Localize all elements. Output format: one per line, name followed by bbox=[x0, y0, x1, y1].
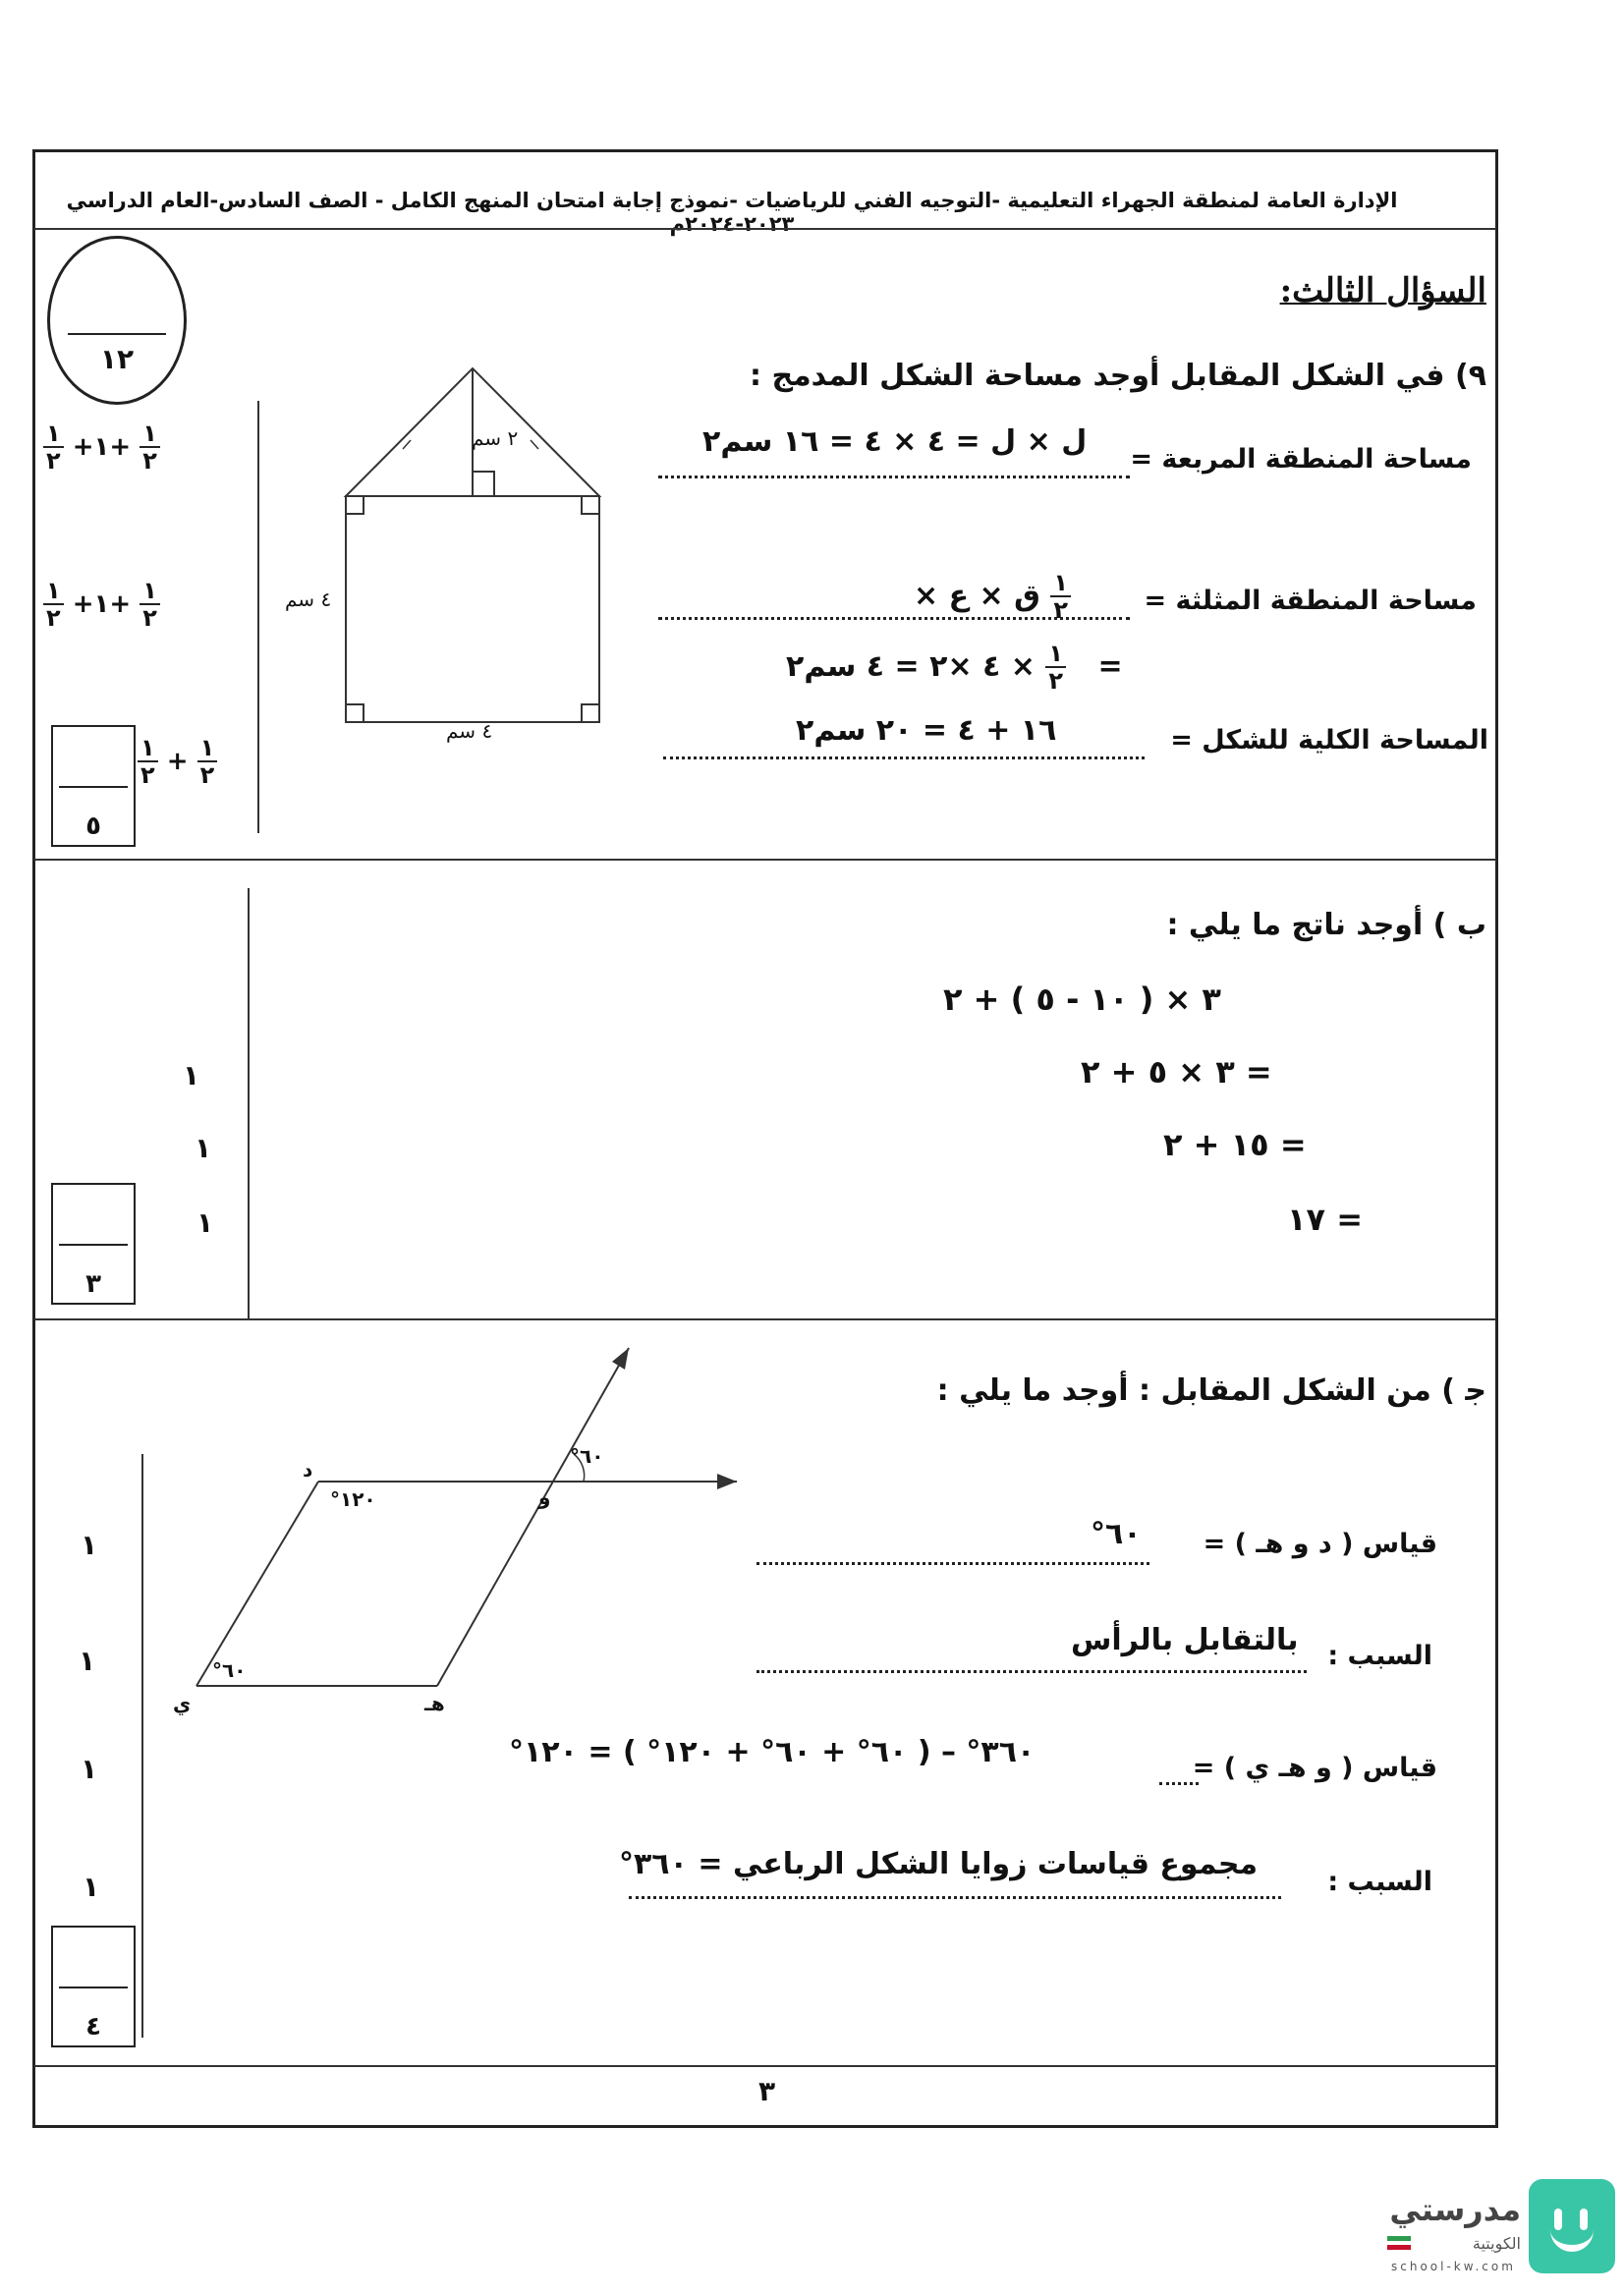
reason-1-label: السبب : bbox=[1327, 1641, 1432, 1671]
part-c-prompt: ﺟ ) من الشكل المقابل : أوجد ما يلي : bbox=[936, 1373, 1486, 1408]
part-b-expression: ٣ × ( ١٠ - ٥ ) + ٢ bbox=[943, 980, 1221, 1018]
oval-line bbox=[68, 333, 166, 335]
arrow-head-right bbox=[717, 1474, 737, 1489]
triangle-area-step2: × ٤ ×٢ = ٤ سم٢ $\frac{١}{٢}$ = bbox=[786, 640, 1123, 696]
corner-mark bbox=[582, 496, 599, 514]
parallelogram-figure bbox=[177, 1336, 747, 1709]
triangle-area-answer: × ق × ع $\frac{١}{٢}$ bbox=[914, 570, 1071, 624]
part-c-mark-4: ١ bbox=[83, 1871, 100, 1903]
part-b-mark-3: ١ bbox=[196, 1206, 214, 1239]
fraction-half: $\frac{١}{٢}$ bbox=[43, 420, 64, 475]
corner-mark bbox=[346, 704, 364, 722]
answer-dots bbox=[663, 756, 1145, 759]
tick-mark bbox=[531, 440, 538, 449]
exam-header: الإدارة العامة لمنطقة الجهراء التعليمية -التوجيه الفني للرياضيات -نموذج إجابة امتحان المنهج الكامل - الصف السادس-العام الدراسي ٢٠٢٣-٢٠٢٤م bbox=[66, 189, 1398, 236]
logo-sub: الكويتية bbox=[1472, 2234, 1521, 2253]
answer-dots bbox=[756, 1670, 1307, 1673]
square-area-answer: ل × ل = ٤ × ٤ = ١٦ سم٢ bbox=[702, 424, 1088, 459]
footer-divider bbox=[34, 2065, 1496, 2067]
page-number: ٣ bbox=[758, 2075, 776, 2107]
part-a-score: ٥ bbox=[85, 812, 101, 841]
angle-top-label: ٦٠° bbox=[570, 1444, 604, 1468]
angle-2-answer: ٣٦٠° – ( ٦٠° + ٦٠° + ١٢٠° ) = ١٢٠° bbox=[509, 1735, 1036, 1769]
vertex-h-label: هـ bbox=[424, 1692, 445, 1715]
part-a-prompt: ٩) في الشكل المقابل أوجد مساحة الشكل المدمج : bbox=[750, 359, 1486, 393]
transversal-line bbox=[437, 1348, 629, 1686]
header-divider bbox=[34, 228, 1496, 230]
fraction-half: $\frac{١}{٢}$ bbox=[1045, 641, 1066, 695]
fraction-half: $\frac{١}{٢}$ bbox=[138, 735, 158, 789]
part-c-mark-3: ١ bbox=[81, 1753, 98, 1785]
fraction-half: $\frac{١}{٢}$ bbox=[197, 735, 218, 789]
reason-2-answer: مجموع قياسات زوايا الشكل الرباعي = ٣٦٠° bbox=[619, 1847, 1259, 1881]
part-a-divider bbox=[34, 859, 1496, 861]
question-title: السؤال الثالث: bbox=[1279, 271, 1486, 310]
madrasati-logo bbox=[1383, 2179, 1615, 2289]
fraction-half: $\frac{١}{٢}$ bbox=[1050, 570, 1071, 624]
part-b-step-3: = ١٧ bbox=[1287, 1201, 1364, 1238]
answer-dots bbox=[658, 476, 1130, 478]
left-side bbox=[196, 1482, 318, 1686]
tick-mark bbox=[403, 440, 411, 449]
part-c-mark-1: ١ bbox=[81, 1529, 98, 1561]
reason-2-label: السبب : bbox=[1327, 1867, 1432, 1897]
part-b-prompt: ب ) أوجد ناتج ما يلي : bbox=[1166, 908, 1486, 942]
total-area-answer: ١٦ + ٤ = ٢٠ سم٢ bbox=[796, 713, 1057, 748]
part-b-score: ٣ bbox=[85, 1269, 101, 1299]
part-b-mark-2: ١ bbox=[195, 1132, 212, 1164]
arrow-head-up bbox=[612, 1348, 629, 1370]
triangle-area-label: مساحة المنطقة المثلثة = bbox=[1144, 586, 1477, 616]
angle-y-label: ٦٠° bbox=[212, 1658, 247, 1682]
answer-dots bbox=[629, 1896, 1281, 1899]
part-a-marks-divider bbox=[257, 401, 259, 833]
square-side-bottom-label: ٤ سم bbox=[446, 719, 493, 743]
part-b-marks-divider bbox=[248, 888, 250, 1318]
fraction-half: $\frac{١}{٢}$ bbox=[43, 578, 64, 632]
total-score-oval bbox=[47, 236, 187, 405]
logo-name: مدرستي bbox=[1389, 2191, 1521, 2228]
total-score: ١٢ bbox=[99, 343, 135, 375]
vertex-d-label: د bbox=[303, 1458, 313, 1482]
part-b-step-2: = ١٥ + ٢ bbox=[1163, 1126, 1307, 1163]
right-angle-mark bbox=[473, 472, 494, 496]
angle-2-label: قياس ( و هـ ي ) = bbox=[1192, 1753, 1437, 1783]
composite-shape-figure bbox=[275, 354, 619, 747]
total-area-label: المساحة الكلية للشكل = bbox=[1170, 725, 1488, 756]
part-a-marks-row3: $\frac{١}{٢}$ + $\frac{١}{٢}$ bbox=[138, 735, 217, 789]
part-c-mark-2: ١ bbox=[79, 1645, 96, 1677]
fraction-half: $\frac{١}{٢}$ bbox=[140, 578, 160, 632]
part-b-step-1: = ٣ × ٥ + ٢ bbox=[1081, 1053, 1272, 1091]
part-b-divider bbox=[34, 1318, 1496, 1320]
part-c-score: ٤ bbox=[85, 2012, 101, 2042]
answer-dots bbox=[756, 1562, 1149, 1565]
part-a-marks-row2: $\frac{١}{٢}$ +١+ $\frac{١}{٢}$ bbox=[43, 578, 160, 632]
part-b-score-box bbox=[51, 1183, 136, 1305]
part-c-score-box bbox=[51, 1926, 136, 2047]
fraction-half: $\frac{١}{٢}$ bbox=[140, 420, 160, 475]
vertex-y-label: ي bbox=[173, 1692, 192, 1715]
square-shape bbox=[346, 496, 599, 722]
reason-1-answer: بالتقابل بالرأس bbox=[1071, 1623, 1299, 1657]
square-area-label: مساحة المنطقة المربعة = bbox=[1130, 444, 1472, 475]
square-side-left-label: ٤ سم bbox=[285, 588, 332, 611]
angle-d-label: ١٢٠° bbox=[330, 1487, 376, 1511]
answer-dots bbox=[1159, 1782, 1199, 1785]
vertex-w-label: و bbox=[538, 1485, 551, 1509]
angle-1-answer: ٦٠° bbox=[1091, 1517, 1142, 1551]
kuwait-flag-icon bbox=[1387, 2236, 1411, 2250]
corner-mark bbox=[346, 496, 364, 514]
logo-url: school-kw.com bbox=[1391, 2260, 1516, 2273]
part-b-mark-1: ١ bbox=[183, 1059, 200, 1092]
part-a-score-box bbox=[51, 725, 136, 847]
part-a-marks-row1: $\frac{١}{٢}$ +١+ $\frac{١}{٢}$ bbox=[43, 420, 160, 475]
angle-1-label: قياس ( د و هـ ) = bbox=[1203, 1529, 1437, 1559]
logo-icon bbox=[1529, 2179, 1615, 2273]
corner-mark bbox=[582, 704, 599, 722]
part-c-marks-divider bbox=[141, 1454, 143, 2038]
triangle-height-label: ٢ سم bbox=[472, 426, 519, 450]
